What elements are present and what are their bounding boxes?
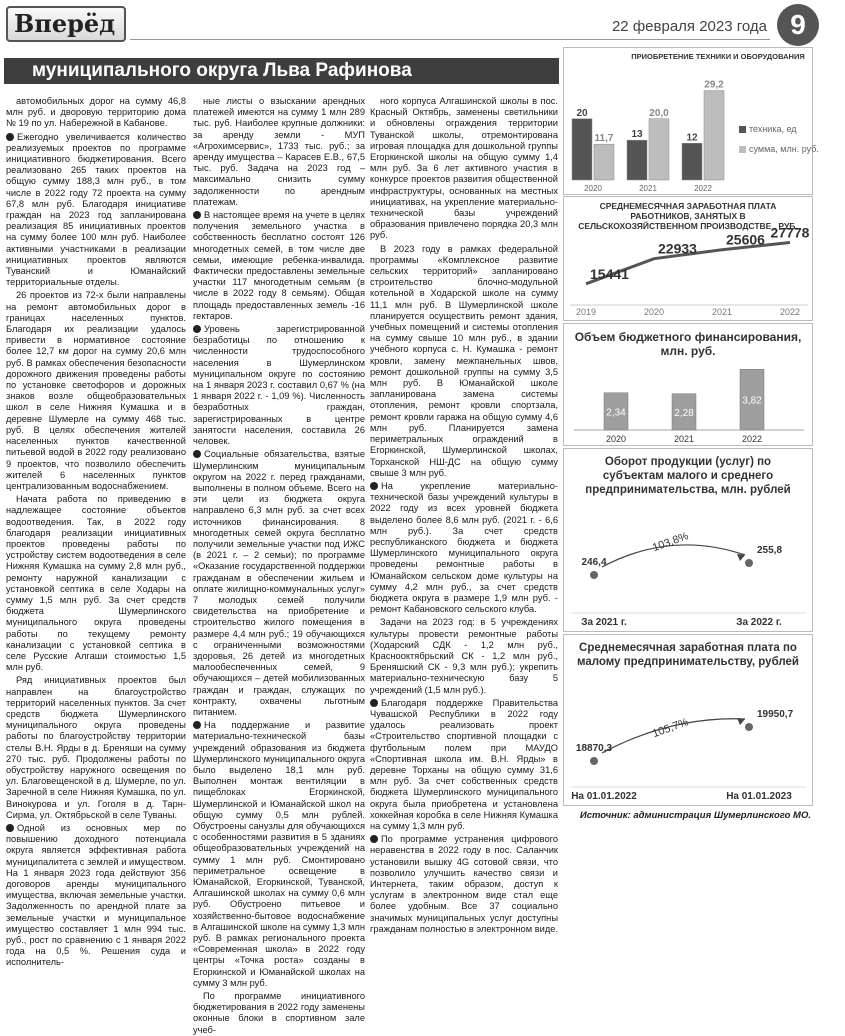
chart-canvas — [564, 324, 814, 447]
data-label: 246,4 — [581, 557, 607, 568]
paragraph-text: В 2023 году в рамках федеральной программы «Комплексное развитие сельских территорий» запланировано строительство блочно-модульной котельной в Ходарской школе на сумму 11,1 млн руб. В Шумерлинской школе планируется осуществить ремонт здания, учебных помещений и системы отопления на сумму свыше 10 млн руб., в здании учебного корпуса с. Н. Кумашка - ремонт кровли, замену межпанельных швов, ремонт дошкольной группы на сумму 3,5 млн руб. В Юманайской школе запланирована замена системы отопления, ремонт кровли спортзала, ремонт кровли гаража на общую сумму 4,6 млн руб. Планируется замена периметральных ограждений в Егоркинской, Шумерлинской школах, Торханской НШ-ДС на общую сумму свыше 3 млн руб. — [370, 243, 558, 478]
paragraph-text: ного корпуса Алгашинской школы в пос. Красный Октябрь, заменены светильники и обновлены ограждения территории Туванской школы, отремонтирована игровая площадка для дошкольной группы Егоркинской школы на общую сумму 1,4 млн руб. За 6 лет активного участия в конкурсе проектов развития общественной инфраструктуры, основанных на местных инициативах, на укрепление материально-технической базы учреждений образования привлечено порядка 20,3 млн руб. — [370, 96, 558, 241]
bar — [627, 140, 647, 180]
bullet-icon — [370, 835, 378, 843]
tick-label: 2020 — [643, 307, 665, 317]
arrow-head-icon — [737, 554, 745, 561]
data-label: 255,8 — [757, 545, 783, 556]
data-label: 15441 — [590, 265, 629, 282]
paragraph-text: Ежегодно увеличивается количество реализуемых проектов по программе инициативного бюджетирования. Всего реализовано 265 таких проектов на общую сумму 188,3 млн руб., в том числе в 2022 году 72 проекта на сумму 67,8 млн руб. Благодаря инициативе граждан на 2023 год запланирована реализация 85 инициативных проектов на сумму более 100 млн руб. Наиболее активными участниками в реализации инициативных проектов являются Туванский и Юманайский территориальные отделы. — [6, 131, 186, 288]
paragraph — [6, 132, 186, 289]
data-label: 18870,3 — [575, 743, 613, 754]
bullet-icon — [193, 325, 201, 333]
tick-label: За 2021 г. — [581, 617, 627, 628]
data-label: 2,34 — [606, 407, 626, 419]
bullet-icon — [193, 211, 201, 219]
tick-label: 2020 — [584, 184, 602, 193]
paragraph-text: Социальные обязательства, взятые Шумерлинским муниципальным округом на 2022 г. перед гражданами, выполнены в полном объеме. Всего на эти цели из бюджета округа направлено 6,3 млн руб. за счет всех источников финансирования. 8 многодетных семей округа бесплатно получили земельные участки под ИЖС (в 2021 г. – 2 семьи); по программе «Оказание государственной поддержки гражданам в обеспечении жильем и оплате жилищно-коммунальных услуг» 7 молодых семей получили свидетельства на приобретение и строительство жилого помещения в размере 4,4 млн руб.; 19 обучающихся с ограниченными возможностями здоровья, 26 детей из многодетных малообеспеченных семей, 9 обучающихся – детей мобилизованных граждан и граждан, служащих по контракту, охвачены льготным питанием. — [193, 449, 365, 717]
data-point — [590, 757, 598, 765]
paragraph-text: На укрепление материально-технической базы учреждений культуры в 2022 году из всех уровней бюджета выделено более 8,6 млн руб. (2021 г. - 6,6 млн руб.). За счет средств республиканского бюджета и бюджета Шумерлинского муниципального округа проведены ремонтные работы в Юманайском сельском доме культуры на сумму 4,2 млн руб., за счет средств бюджета округа в размере 1,9 млн руб. - ремонт Кабановского сельского клуба. — [370, 480, 558, 615]
chart-budget — [563, 323, 813, 446]
data-point — [745, 723, 753, 731]
chart-turnover — [563, 448, 813, 632]
tick-label: 2021 — [639, 184, 657, 193]
paragraph-text: В настоящее время на учете в целях получения земельного участка в собственность бесплатно состоят 126 многодетных семей, в том числе две семьи, имеющие ребенка-инвалида. Фактически предоставлены земельные участки 117 многодетным семьям (в числе в 2022 году 8 семьям). Общая площадь предоставленных земель -16 гектаров. — [193, 210, 365, 321]
paragraph — [370, 96, 558, 242]
data-label: 11,7 — [594, 133, 614, 145]
bar — [572, 119, 592, 180]
growth-arrow — [602, 545, 745, 567]
data-point — [590, 571, 598, 579]
bullet-icon — [370, 482, 378, 490]
paragraph — [370, 617, 558, 695]
tick-label: 2020 — [605, 434, 627, 444]
bar — [649, 119, 669, 180]
issue-date: 22 февраля 2023 года — [611, 18, 767, 35]
arrow-head-icon — [737, 718, 745, 725]
data-label: 20,0 — [649, 107, 669, 119]
chart-tech-purchases — [563, 47, 819, 195]
paragraph — [370, 244, 558, 479]
data-label: 27778 — [770, 224, 810, 241]
data-label: 13 — [631, 129, 643, 141]
paragraph — [370, 834, 558, 935]
paragraph-text: На поддержание и развитие материально-технической базы учреждений образования из бюджета Шумерлинского муниципального округа было выделено 18,1 млн руб. Выполнен монтаж вентиляции в пищеблоках Егоркинской, Шумерлинской и Юманайской школ на общую сумму 0,5 млн рублей. Обустроены санузлы для обучающихся с особенностями развития в 5 зданиях общеобразовательных учреждений на сумму 1 млн руб. Смонтировано периметральное освещение в Юманайской, Егоркинской, Туванской, Алгашинской школах на сумму 0,6 млн руб. Обустроено питьевое и хозяйственно-бытовое водоснабжение в Алгашинской школе на сумму 1,3 млн руб. В рамках регионального проекта «Современная школа» в 2022 году центры «Точка роста» созданы в Егоркинской и Юманайской школах на сумму 3 млн руб. — [193, 720, 365, 988]
paragraph-text: Ряд инициативных проектов был направлен на благоустройство территорий населенных пунктов. За счет средств бюджета Шумерлинского муниципального округа проведены работы по благоустройству территории стелы В.Н. Ярды в д. Бреняши на сумму 270 тыс. руб. Продолжены работы по обустройству наружного освещения по ул. Благовещенской в д. Шумерле, по ул. Заречной в селе Нижняя Кумашка, по ул. Винокурова и ул. Гоголя в д. Тарн-Сирма, ул. Октябрьской в селе Туваны. — [6, 675, 186, 820]
chart-title: Среднемесячная заработная плата по малому предпринимательству, рублей — [576, 642, 800, 668]
paragraph — [6, 96, 186, 130]
data-label: 25606 — [726, 231, 765, 248]
source-note: Источник: администрация Шумерлинского МО. — [579, 810, 811, 821]
paragraph — [193, 324, 365, 447]
tick-label: За 2022 г. — [736, 617, 782, 628]
data-label: 20 — [576, 107, 588, 119]
paragraph — [370, 698, 558, 832]
article-column-2 — [193, 96, 365, 1035]
growth-label: 103,8% — [650, 530, 691, 555]
legend-label: техника, ед — [749, 124, 797, 134]
bar — [682, 143, 702, 180]
paragraph-text: Благодаря поддержке Правительства Чувашской Республики в 2022 году удалось реализовать проект «Строительство спортивной площадки с футбольным полем при МАУДО «Спортивная школа им. В.Н. Ярды» в деревне Торханы на общую сумму 31,6 млн руб. За счет собственных средств бюджета Шумерлинского муниципального округа была приобретена и установлена хоккейная коробка в селе Нижняя Кумашка на сумму 1,3 млн руб. — [370, 697, 558, 831]
paragraph-text: Уровень зарегистрированной безработицы по отношению к численности трудоспособного населения в Шумерлинском муниципальном округе по состоянию на 1 января 2023 г. составил 0,67 % (на 1 января 2022 г. - 1,09 %). Численность безработных граждан, зарегистрированных в центре занятости населения, составила 26 человек. — [193, 324, 365, 447]
bullet-icon — [6, 824, 14, 832]
legend-swatch — [739, 126, 746, 133]
chart-title: Оборот продукции (услуг) по субъектам малого и среднего предпринимательства, млн. рублей — [585, 456, 791, 496]
chart-agri-salary — [563, 196, 813, 321]
article-column-1 — [6, 96, 186, 968]
paragraph — [6, 290, 186, 492]
paragraph — [193, 210, 365, 322]
tick-label: 2022 — [694, 184, 712, 193]
paragraph-text: ные листы о взыскании арендных платежей имеются на сумму 1 млн 289 тыс. руб. Наиболее крупные должники: за аренду земли - МУП «Агрохимсервис», 1733 тыс. руб.; за аренду имущества – Карасев Е.В., 67,5 тыс. руб. Задача на 2023 год – максимально снизить сумму задолженности по арендным платежам. — [193, 96, 365, 207]
tick-label: На 01.01.2022 — [571, 791, 637, 802]
chart-canvas — [564, 197, 814, 322]
chart-title: Объем бюджетного финансирования, млн. руб. — [574, 330, 802, 358]
chart-title: ПРИОБРЕТЕНИЕ ТЕХНИКИ И ОБОРУДОВАНИЯ — [631, 52, 805, 61]
data-label: 19950,7 — [757, 709, 794, 720]
data-label: 3,82 — [742, 395, 762, 407]
chart-canvas — [564, 449, 814, 633]
paragraph — [193, 449, 365, 718]
bullet-icon — [6, 133, 14, 141]
chart-canvas — [564, 48, 819, 196]
paragraph-text: 26 проектов из 72-х были направлены на ремонт автомобильных дорог в границах населенных пунктов. Благодаря их реализации удалось привести в нормативное состояние более 12,7 км дорог на сумму 20,6 млн руб. В рамках обеспечения безопасности дорожного движения проведены работы по установке светофоров и дорожных знаков возле общеобразовательных школ в селе Нижняя Кумашка и в деревне Шумерле на сумму 468 тыс. руб. В целях обеспечения жителей населенных пунктов качественной питьевой водой в 2022 году реализовано 9 проектов, что позволило обеспечить жителей 6 населенных пунктов централизованным водоснабжением. — [6, 290, 186, 491]
legend-swatch — [739, 146, 746, 153]
data-label: 12 — [686, 132, 698, 144]
tick-label: 2022 — [779, 307, 801, 317]
data-label: 29,2 — [704, 79, 724, 91]
paragraph — [6, 823, 186, 969]
chart-canvas — [564, 635, 814, 807]
paragraph — [6, 675, 186, 821]
bullet-icon — [193, 721, 201, 729]
paragraph — [370, 481, 558, 615]
bullet-icon — [193, 450, 201, 458]
bar — [704, 91, 724, 180]
legend-label: сумма, млн. руб. — [749, 144, 819, 154]
paragraph-text: По программе устранения цифрового неравенства в 2022 году в пос. Саланчик установили вышку 4G сотовой связи, что позволило улучшить качество связи и Интернета, таким образом, доступ к услугам в электронном виде стал еще более удобным. Все 37 социально значимых муниципальных услуг доступны гражданам полностью в электронном виде. — [370, 834, 559, 934]
data-label: 22933 — [658, 240, 697, 257]
bar — [594, 144, 614, 180]
newspaper-logo: Вперёд — [6, 6, 126, 42]
tick-label: 2021 — [711, 307, 733, 317]
chart-title: СРЕДНЕМЕСЯЧНАЯ ЗАРАБОТНАЯ ПЛАТА РАБОТНИКОВ, ЗАНЯТЫХ В СЕЛЬСКОХОЗЯЙСТВЕННОМ ПРОИЗВОДСТВЕ , РУБ. — [578, 201, 798, 231]
tick-label: 2021 — [673, 434, 695, 444]
section-banner: муниципального округа Льва Рафинова — [4, 58, 559, 84]
paragraph-text: Задачи на 2023 год: в 5 учреждениях культуры провести ремонтные работы (Ходарский СДК - 1,2 млн руб., Краснооктябрьский СК - 1,2 млн руб., Бреняшский СК - 9,3 млн руб.); укрепить материально-техническую базу 5 учреждений (1,5 млн руб.). — [370, 617, 558, 695]
growth-label: 105,7% — [650, 716, 691, 741]
tick-label: 2022 — [741, 434, 763, 444]
chart-small-business-salary — [563, 634, 813, 806]
paragraph-text: Начата работа по приведению в надлежащее состояние объектов водоотведения. Так, в 2022 году благодаря реализации инициативных проектов проведены работы по устройству систем водоотведения в селе Нижняя Кумашка на сумму 2,8 млн руб., ремонту наружной канализации с установкой септика в селе Ходары на сумму 1,5 млн руб. За счет средств бюджета Шумерлинского муниципального округа проведены работы по текущему ремонту канализации с установкой септика в селе Русские Алгаши стоимостью 1,5 млн руб. — [6, 494, 186, 673]
data-point — [745, 559, 753, 567]
page-number: 9 — [777, 4, 819, 46]
paragraph — [193, 991, 365, 1036]
paragraph — [193, 96, 365, 208]
tick-label: 2019 — [575, 307, 597, 317]
paragraph-text: автомобильных дорог на сумму 46,8 млн руб. и дворовую территорию дома № 19 по ул. Набережной в Кабанове. — [6, 96, 186, 129]
paragraph — [193, 720, 365, 989]
data-label: 2,28 — [674, 407, 694, 419]
paragraph-text: Одной из основных мер по повышению доходного потенциала округа является эффективная работа муниципалитета с землей и имуществом. На 1 января 2023 года действуют 356 договоров аренды муниципального имущества, включая земельные участки. Задолженность по арендной плате за земельные участки и муниципальное имущество составляет 1 млн 994 тыс. руб., рост по сравнению с 1 января 2022 года на 0,5 %. Решения суда и исполнитель- — [6, 823, 186, 968]
tick-label: На 01.01.2023 — [726, 791, 792, 802]
paragraph — [6, 494, 186, 673]
article-column-3 — [370, 96, 559, 934]
paragraph-text: По программе инициативного бюджетирования в 2022 году заменены оконные блоки в спортивном зале учеб- — [193, 991, 365, 1035]
bullet-icon — [370, 699, 378, 707]
